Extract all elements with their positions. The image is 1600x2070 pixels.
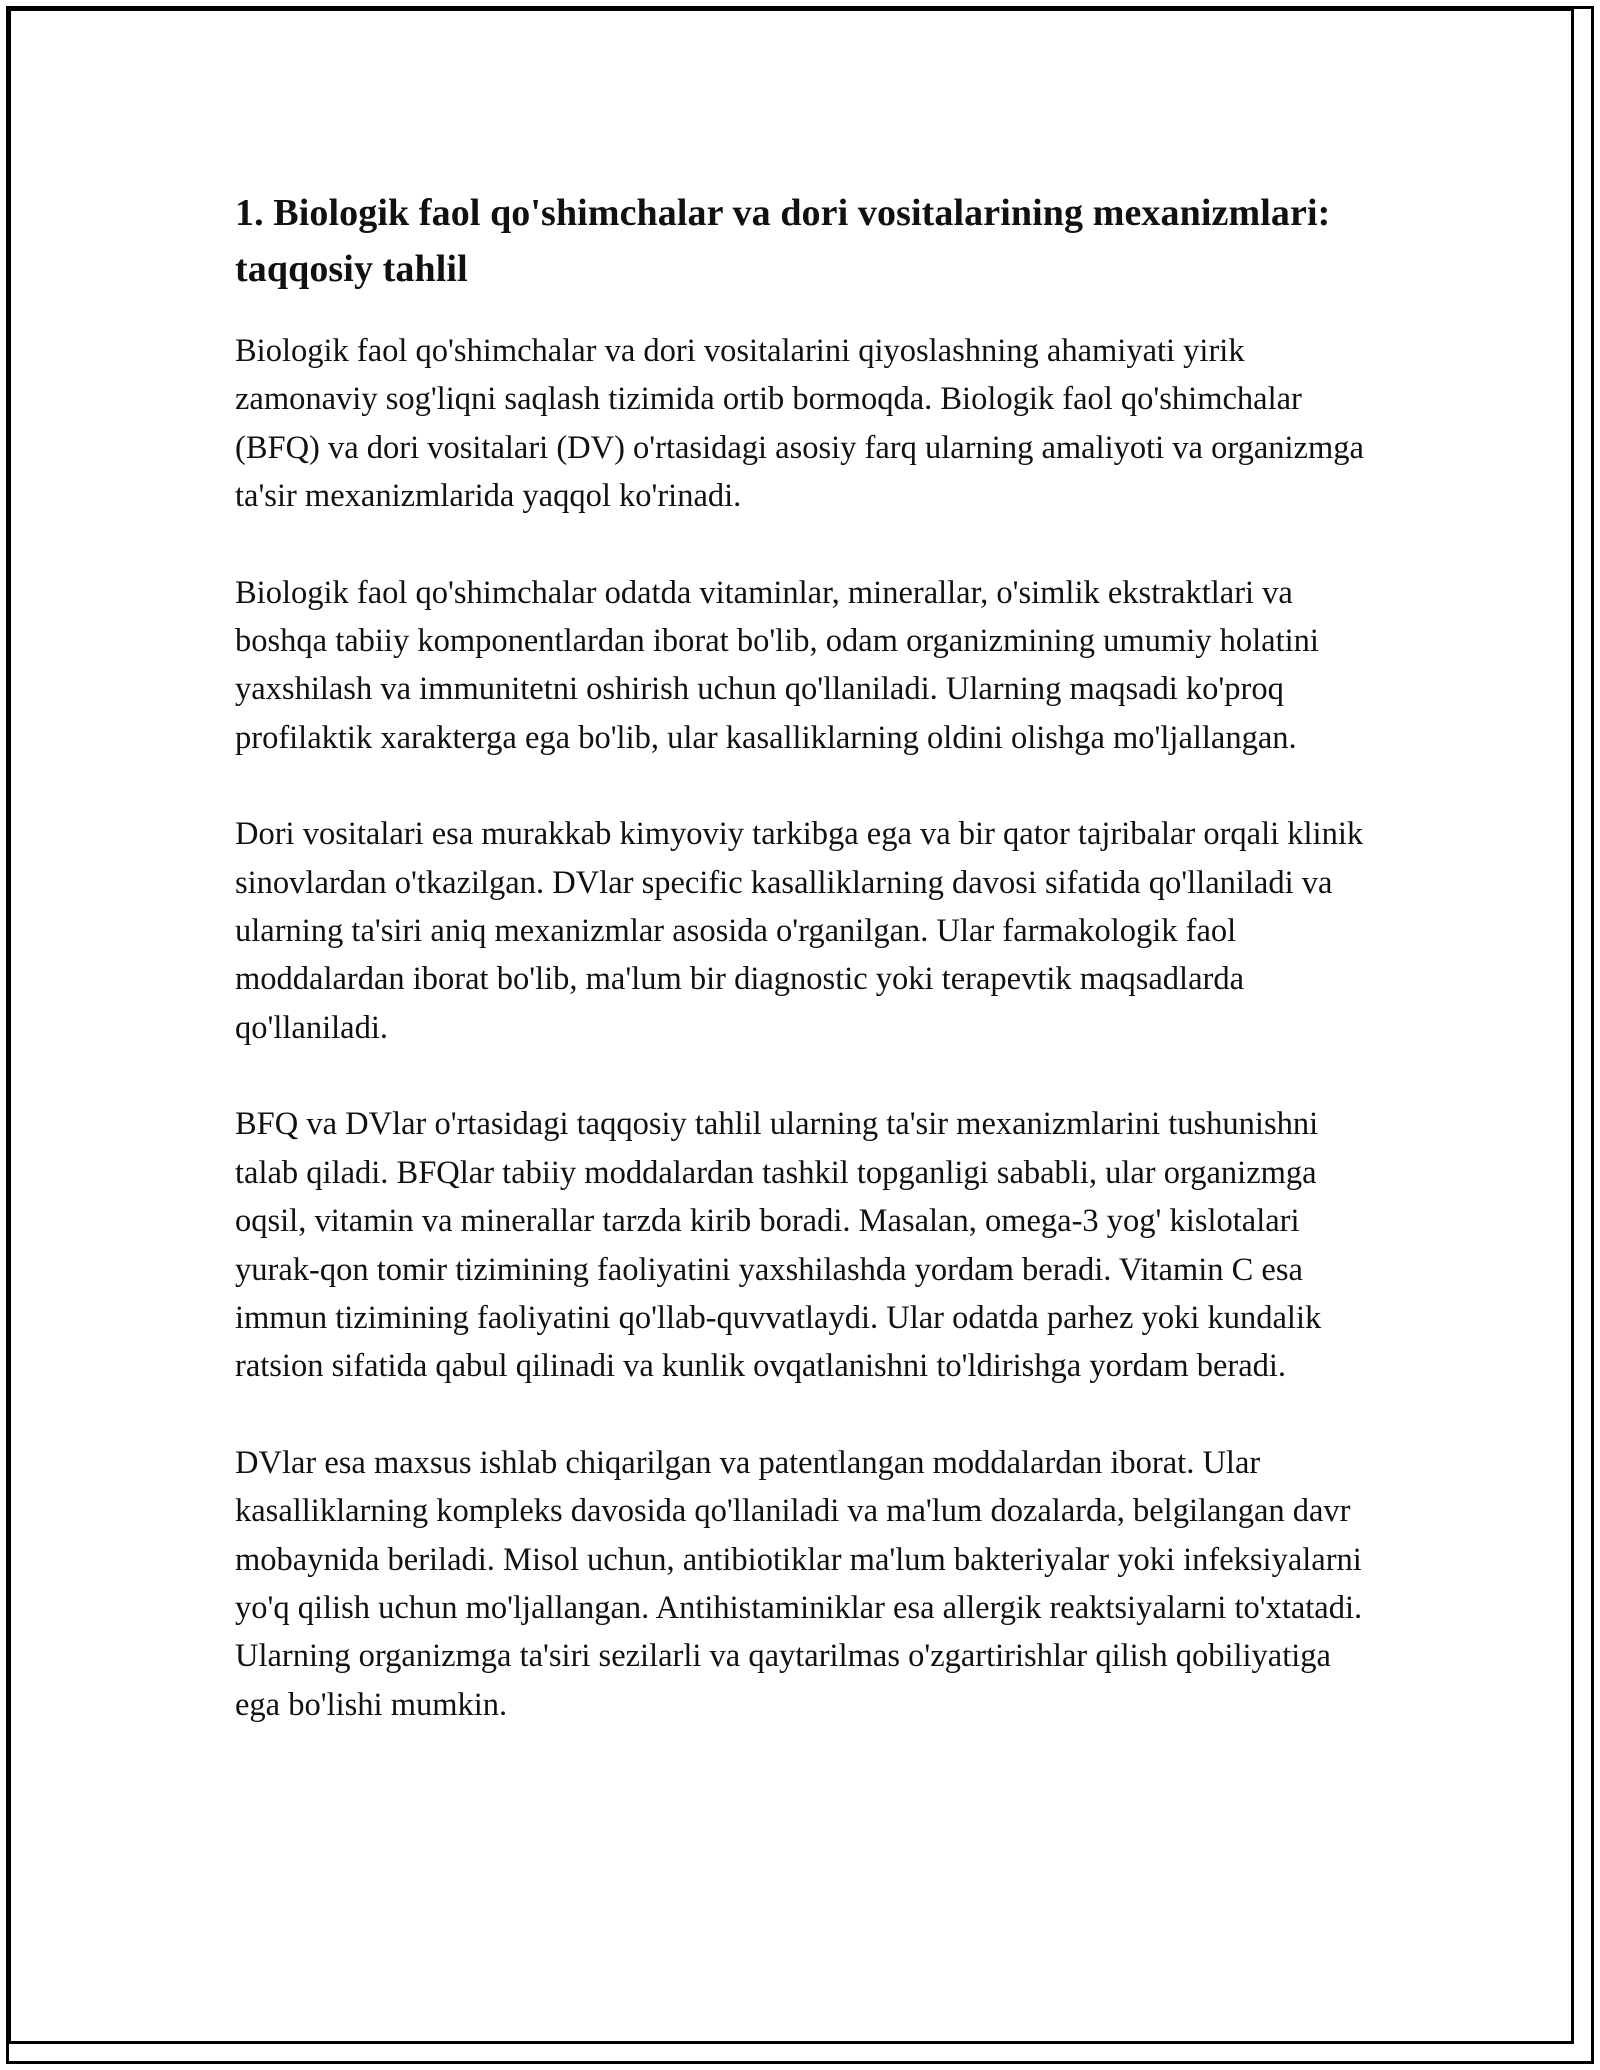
paragraph-intro: Biologik faol qo'shimchalar va dori vositalarini qiyoslashning ahamiyati yirik zamonaviy sog'liqni saqlash tizimida ortib bormoqda. Biologik faol qo'shimchalar (BFQ) va dori vositalari (DV) o'rtasidagi asosiy farq ularning amaliyoti va organizmga ta'sir mexanizmlarida yaqqol ko'rinadi. [235,333,1364,515]
paragraph-comparison: BFQ va DVlar o'rtasidagi taqqosiy tahlil ularning ta'sir mexanizmlarini tushunishni talab qiladi. BFQlar tabiiy moddalardan tashkil topganligi sababli, ular organizmga oqsil, vitamin va minerallar tarzda kirib boradi. Masalan, omega-3 yog' kislotalari yurak-qon tomir tizimining faoliyatini yaxshilashda yordam beradi. Vitamin C esa immun tizimining faoliyatini qo'llab-quvvatlaydi. Ular odatda parhez yoki kundalik ratsion sifatida qabul qilinadi va kunlik ovqatlanishni to'ldirishga yordam beradi. [235,1106,1322,1385]
paragraph-medicines: Dori vositalari esa murakkab kimyoviy tarkibga ega va bir qator tajribalar orqali klinik sinovlardan o'tkazilgan. DVlar specific kasalliklarning davosi sifatida qo'llaniladi va ularning ta'siri aniq mexanizmlar asosida o'rganilgan. Ular farmakologik faol moddalardan iborat bo'lib, ma'lum bir diagnostic yoki terapevtik maqsadlarda qo'llaniladi. [235,816,1364,1046]
paragraph-drug-mechanisms: DVlar esa maxsus ishlab chiqarilgan va patentlangan moddalardan iborat. Ular kasalliklarning kompleks davosida qo'llaniladi va ma'lum dozalarda, belgilangan davr mobaynida beriladi. Misol uchun, antibiotiklar ma'lum bakteriyalar yoki infeksiyalarni yo'q qilish uchun mo'ljallangan. Antihistaminiklar esa allergik reaktsiyalarni to'xtatadi. Ularning organizmga ta'siri sezilarli va qaytarilmas o'zgartirishlar qilish qobiliyatiga ega bo'lishi mumkin. [235,1444,1363,1723]
document-body [235,185,1375,1729]
paragraph-supplements: Biologik faol qo'shimchalar odatda vitaminlar, minerallar, o'simlik ekstraktlari va boshqa tabiiy komponentlardan iborat bo'lib, odam organizmining umumiy holatini yaxshilash va immunitetni oshirish uchun qo'llaniladi. Ularning maqsadi ko'proq profilaktik xarakterga ega bo'lib, ular kasalliklarning oldini olishga mo'ljallangan. [235,574,1319,756]
section-heading: 1. Biologik faol qo'shimchalar va dori vositalarining mexanizmlari: taqqosiy tahlil [235,192,1331,290]
